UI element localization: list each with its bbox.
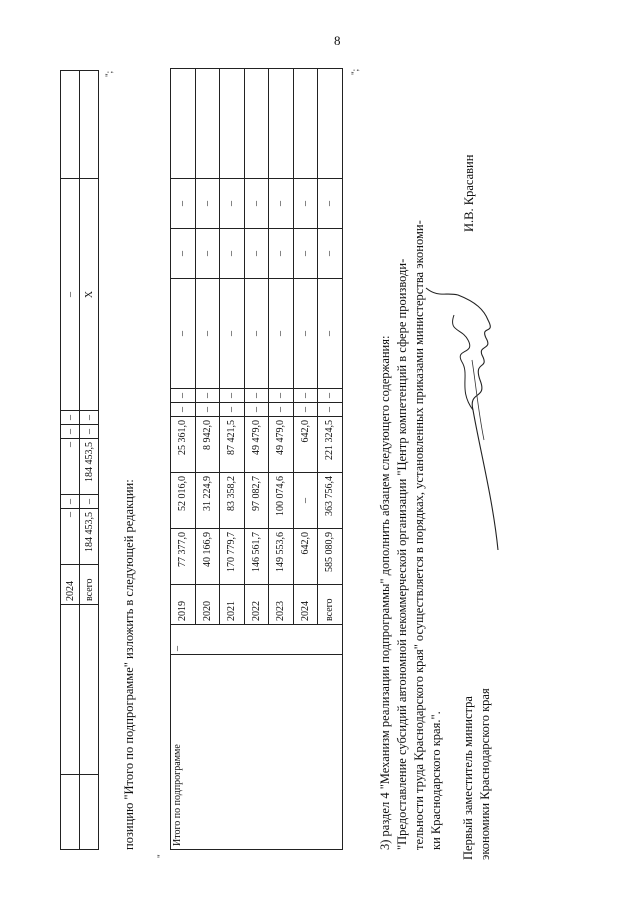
table-cell: 25 361,0 bbox=[171, 417, 196, 473]
table-cell: 97 082,7 bbox=[244, 473, 269, 529]
table-cell: – bbox=[61, 439, 80, 495]
table-cell: – bbox=[171, 403, 196, 417]
table-cell: 52 016,0 bbox=[171, 473, 196, 529]
table-row bbox=[80, 71, 99, 850]
intro-text: позицию "Итого по подпрограмме" изложить в следующей редакции: bbox=[122, 479, 136, 850]
table-cell: 2021 bbox=[220, 585, 245, 625]
handwritten-signature bbox=[418, 280, 513, 560]
table-row: Итого по подпрограмме – 2019 77 377,0 52 016,0 25 361,0 – – – – – bbox=[171, 69, 196, 850]
table-cell: – bbox=[171, 625, 343, 655]
top-table bbox=[60, 70, 99, 850]
signatory-name: И.В. Красавин bbox=[462, 154, 476, 232]
table-cell: 100 074,6 bbox=[269, 473, 294, 529]
table-cell: – bbox=[195, 389, 220, 403]
table-cell: – bbox=[61, 425, 80, 439]
table-cell: 146 561,7 bbox=[244, 529, 269, 585]
table-cell: всего bbox=[318, 585, 343, 625]
page-number: 8 bbox=[334, 33, 341, 48]
signature-stroke bbox=[426, 288, 498, 550]
table-cell: 585 080,9 bbox=[318, 529, 343, 585]
end-quote: "; bbox=[104, 70, 114, 77]
table-cell: 642,0 bbox=[293, 529, 318, 585]
table-cell: – bbox=[80, 411, 99, 425]
table-row: 2023 149 553,6 100 074,6 49 479,0 – – – – – bbox=[269, 69, 294, 850]
table-cell: 77 377,0 bbox=[171, 529, 196, 585]
table-cell: – bbox=[269, 403, 294, 417]
table-row: всего 585 080,9 363 756,4 221 324,5 – – – – – bbox=[318, 69, 343, 850]
table-cell: 49 479,0 bbox=[244, 417, 269, 473]
table-cell: 363 756,4 bbox=[318, 473, 343, 529]
table-row bbox=[61, 71, 80, 850]
table-cell: 2020 bbox=[195, 585, 220, 625]
table-cell: 83 358,2 bbox=[220, 473, 245, 529]
total-label: Итого по подпрограмме bbox=[171, 655, 343, 850]
paragraph-line: тельности труда Краснодарского края" осуществляется в порядках, установленных приказами министерства экономи- bbox=[412, 220, 426, 850]
table-cell: 2019 bbox=[171, 585, 196, 625]
total-table bbox=[170, 68, 343, 850]
table-cell: 40 166,9 bbox=[195, 529, 220, 585]
table-cell: – bbox=[293, 403, 318, 417]
table-cell: – bbox=[244, 389, 269, 403]
table-cell: 87 421,5 bbox=[220, 417, 245, 473]
table-row: 2021 170 779,7 83 358,2 87 421,5 – – – – – bbox=[220, 69, 245, 850]
table-cell: – bbox=[61, 411, 80, 425]
table-cell: – bbox=[269, 389, 294, 403]
table-cell: – bbox=[61, 495, 80, 509]
table-cell: 2024 bbox=[61, 565, 80, 605]
signatory-position: экономики Краснодарского края bbox=[478, 688, 492, 860]
paragraph-line: ки Краснодарского края.". bbox=[429, 711, 443, 850]
table-cell: – bbox=[220, 403, 245, 417]
rotated-page-content bbox=[60, 70, 515, 860]
table-cell: – bbox=[61, 179, 80, 411]
end-quote: "; bbox=[350, 68, 360, 75]
table-cell: 8 942,0 bbox=[195, 417, 220, 473]
table-cell: – bbox=[220, 389, 245, 403]
table-cell: – bbox=[171, 389, 196, 403]
table-row: 2022 146 561,7 97 082,7 49 479,0 – – – – – bbox=[244, 69, 269, 850]
table-cell: 2023 bbox=[269, 585, 294, 625]
table-cell: – bbox=[318, 403, 343, 417]
table-cell: 221 324,5 bbox=[318, 417, 343, 473]
table-cell: – bbox=[244, 403, 269, 417]
table-cell: 184 453,5 bbox=[80, 439, 99, 495]
table-cell: 170 779,7 bbox=[220, 529, 245, 585]
table-cell: – bbox=[293, 389, 318, 403]
table-cell: – bbox=[61, 509, 80, 565]
paragraph-line: "Предоставление субсидий автономной некоммерческой организации "Центр компетенций в сфере производи- bbox=[395, 258, 409, 850]
table-row: 2024 642,0 – 642,0 – – – – – bbox=[293, 69, 318, 850]
table-cell: 184 453,5 bbox=[80, 509, 99, 565]
open-quote: " bbox=[156, 854, 166, 858]
table-row: 2020 40 166,9 31 224,9 8 942,0 – – – – – bbox=[195, 69, 220, 850]
table-cell: – bbox=[195, 403, 220, 417]
table-cell: 31 224,9 bbox=[195, 473, 220, 529]
table-cell: Х bbox=[80, 179, 99, 411]
table-cell: всего bbox=[80, 565, 99, 605]
table-cell: – bbox=[293, 473, 318, 529]
table-cell: 49 479,0 bbox=[269, 417, 294, 473]
table-cell: – bbox=[318, 389, 343, 403]
table-cell: 2024 bbox=[293, 585, 318, 625]
signature-stroke bbox=[453, 315, 473, 410]
table-cell: – bbox=[80, 425, 99, 439]
signatory-position: Первый заместитель министра bbox=[461, 696, 475, 860]
table-cell: 2022 bbox=[244, 585, 269, 625]
table-cell: 149 553,6 bbox=[269, 529, 294, 585]
table-cell: 642,0 bbox=[293, 417, 318, 473]
table-cell: – bbox=[80, 495, 99, 509]
paragraph-line: 3) раздел 4 "Механизм реализации подпрограммы" дополнить абзацем следующего содержания: bbox=[378, 335, 392, 850]
